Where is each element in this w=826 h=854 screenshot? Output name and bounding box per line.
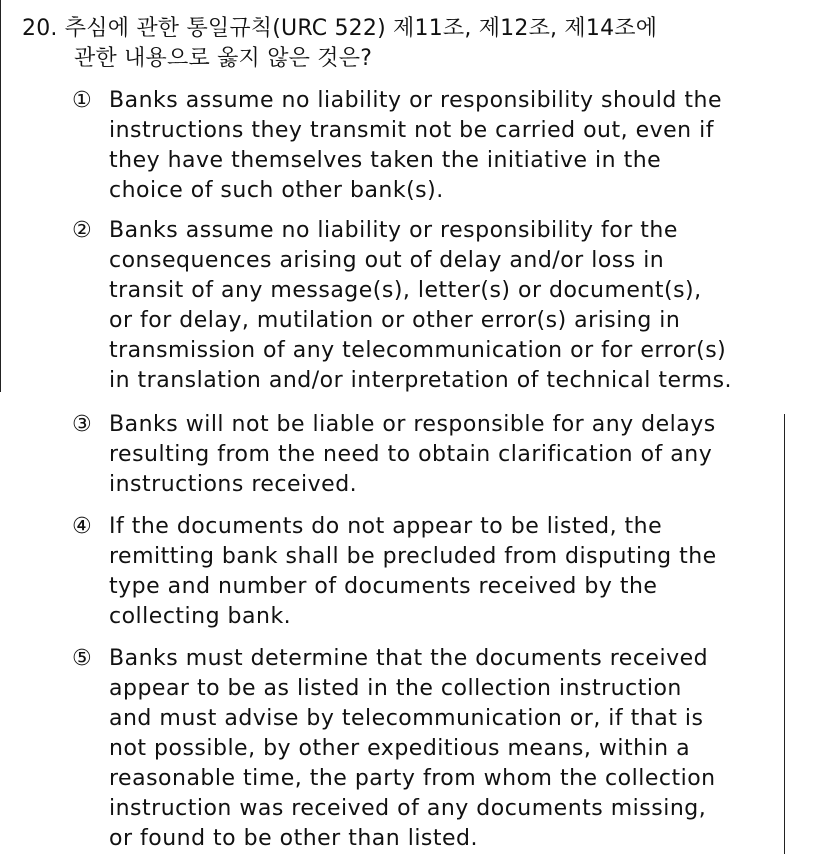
question-text-line-2: 관한 내용으로 옳지 않은 것은?: [74, 46, 373, 71]
option-5-line: and must advise by telecommunication or, if that is: [109, 706, 704, 731]
option-2-line: consequences arising out of delay and/or loss in: [109, 248, 665, 273]
option-2-line: in translation and/or interpretation of technical terms.: [109, 368, 733, 393]
option-4-line: If the documents do not appear to be listed, the: [109, 514, 663, 539]
option-3[interactable]: [72, 410, 772, 500]
option-3-marker: ③: [72, 412, 93, 437]
option-5-line: or found to be other than listed.: [109, 826, 479, 851]
option-5-line: reasonable time, the party from whom the collection: [109, 766, 716, 791]
option-5-line: appear to be as listed in the collection instruction: [109, 676, 682, 701]
question-stem: [22, 14, 772, 74]
option-2[interactable]: [72, 216, 772, 396]
option-5-marker: ⑤: [72, 646, 93, 671]
question-text-line-1: 추심에 관한 통일규칙(URC 522) 제11조, 제12조, 제14조에: [64, 16, 658, 41]
option-2-line: transmission of any telecommunication or for error(s): [109, 338, 727, 363]
option-5-line: not possible, by other expeditious means, within a: [109, 736, 691, 761]
option-1[interactable]: [72, 86, 772, 206]
option-2-line: transit of any message(s), letter(s) or document(s),: [109, 278, 702, 303]
option-3-line: resulting from the need to obtain clarification of any: [109, 442, 713, 467]
option-4-line: type and number of documents received by the: [109, 574, 658, 599]
option-1-line: Banks assume no liability or responsibility should the: [109, 88, 722, 113]
option-2-line: Banks assume no liability or responsibility for the: [109, 218, 678, 243]
option-1-marker: ①: [72, 88, 93, 113]
option-3-line: Banks will not be liable or responsible for any delays: [109, 412, 716, 437]
right-column-rule: [784, 414, 785, 854]
option-3-line: instructions received.: [109, 472, 358, 497]
option-4-marker: ④: [72, 514, 93, 539]
option-5[interactable]: [72, 644, 772, 854]
question-line-1: [22, 14, 772, 44]
option-4[interactable]: [72, 512, 772, 632]
option-2-marker: ②: [72, 218, 93, 243]
question-number: 20.: [22, 16, 58, 41]
option-1-line: choice of such other bank(s).: [109, 178, 444, 203]
left-column-rule: [0, 0, 1, 392]
option-1-line: they have themselves taken the initiative in the: [109, 148, 662, 173]
option-5-line: instruction was received of any documents missing,: [109, 796, 707, 821]
option-4-line: collecting bank.: [109, 604, 292, 629]
option-4-line: remitting bank shall be precluded from disputing the: [109, 544, 717, 569]
option-2-line: or for delay, mutilation or other error(s) arising in: [109, 308, 681, 333]
option-5-line: Banks must determine that the documents received: [109, 646, 709, 671]
option-1-line: instructions they transmit not be carried out, even if: [109, 118, 714, 143]
